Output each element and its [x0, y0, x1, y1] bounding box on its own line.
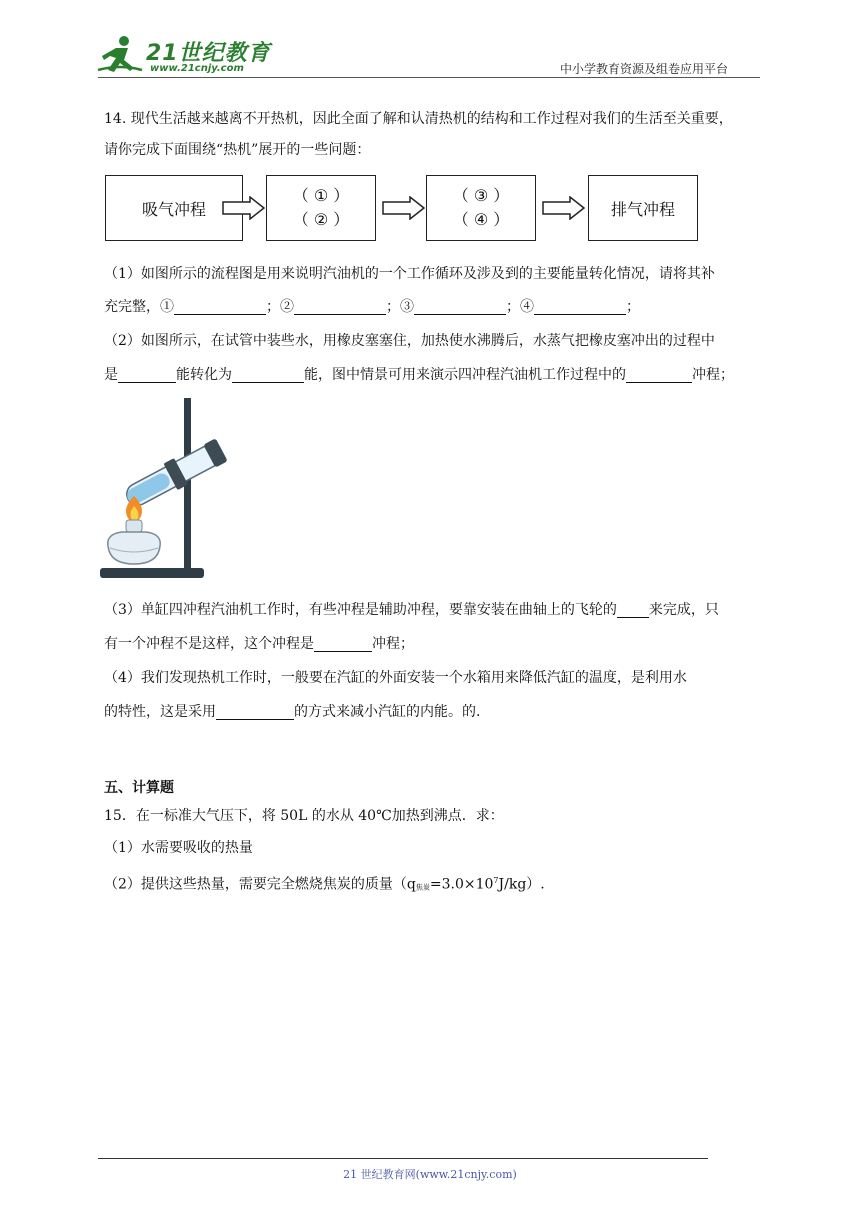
answer-blank-4[interactable] [534, 300, 626, 315]
flow-arrow-icon [222, 196, 266, 220]
flow-box-exhaust-label: 排气冲程 [610, 199, 675, 219]
q14-p3-text-b: 来完成，只 [648, 602, 719, 618]
q15-text-b: =3.0×10 [429, 876, 494, 893]
q15-superscript: 7 [493, 876, 499, 885]
test-tube-heating-illustration [100, 396, 230, 582]
answer-blank-energy-from[interactable] [118, 368, 176, 383]
q15-line3 [104, 873, 545, 896]
header-platform-text: 中小学教育资源及组卷应用平台 [560, 62, 729, 76]
flow-box-3-bottom: （ ④ ） [452, 210, 510, 229]
answer-blank-stroke[interactable] [626, 368, 692, 383]
answer-blank-flywheel[interactable] [617, 603, 649, 618]
q14-p3-text-c: 有一个冲程不是这样，这个冲程是 [104, 636, 314, 652]
q15-text-c: J/kg）. [498, 876, 545, 893]
logo-runner-icon [94, 34, 146, 76]
flow-arrow-icon [382, 196, 426, 220]
q14-p3-line1 [104, 602, 719, 618]
logo-subtext: www.21cnjy.com [150, 63, 244, 74]
q15-line2: （1）水需要吸收的热量 [104, 840, 253, 856]
footer-divider [98, 1158, 708, 1159]
q14-p3-text-d: 冲程； [372, 636, 414, 652]
flow-box-2-top: （ ① ） [292, 186, 350, 205]
flow-box-2 [266, 175, 376, 241]
q14-p3-text-a: （3）单缸四冲程汽油机工作时，有些冲程是辅助冲程，要靠安装在曲轴上的飞轮的 [104, 602, 617, 618]
q14-p4-line1: （4）我们发现热机工作时，一般要在汽缸的外面安装一个水箱用来降低汽缸的温度，是利用水 [104, 670, 687, 686]
q14-intro-line1: 14. 现代生活越来越离不开热机，因此全面了解和认清热机的结构和工作过程对我们的生活至关重要， [104, 111, 733, 127]
answer-blank-power-stroke[interactable] [314, 637, 372, 652]
flow-box-exhaust [588, 175, 698, 241]
answer-blank-3[interactable] [414, 300, 506, 315]
q14-p2-text-b: 能转化为 [176, 367, 232, 383]
logo-text: 21世纪教育 [146, 41, 271, 66]
q15-text-a: （2）提供这些热量，需要完全燃烧焦炭的质量（q [104, 876, 416, 893]
flow-box-intake-label: 吸气冲程 [141, 199, 206, 219]
q14-p3-line2 [104, 636, 414, 652]
answer-blank-method[interactable] [216, 705, 294, 720]
q14-p1-line2 [104, 299, 640, 315]
answer-blank-1[interactable] [174, 300, 266, 315]
q14-p1-text-d: ；④ [506, 299, 534, 315]
q14-p1-text-a: 充完整，① [104, 299, 174, 315]
flow-box-3 [426, 175, 536, 241]
q14-p4-text-a: 的特性，这是采用 [104, 704, 216, 720]
footer-text: 21 世纪教育网(www.21cnjy.com) [343, 1168, 517, 1181]
q14-p1-text-b: ；② [266, 299, 294, 315]
q14-p2-text-c: 能，图中情景可用来演示四冲程汽油机工作过程中的 [304, 367, 626, 383]
q14-p2-text-a: 是 [104, 367, 118, 383]
q14-p1-line1: （1）如图所示的流程图是用来说明汽油机的一个工作循环及涉及到的主要能量转化情况，请将其补 [104, 266, 715, 282]
header-divider [98, 77, 760, 78]
q14-p4-text-b: 的方式来减小汽缸的内能。的. [294, 704, 481, 720]
flow-arrow-icon [542, 196, 586, 220]
answer-blank-2[interactable] [294, 300, 386, 315]
q14-p4-line2 [104, 704, 480, 720]
q14-p2-text-d: 冲程； [692, 367, 734, 383]
section-title-calculation: 五、计算题 [104, 780, 174, 796]
q14-p2-line2 [104, 367, 734, 383]
answer-blank-energy-to[interactable] [232, 368, 304, 383]
q15-subscript: 焦炭 [415, 883, 430, 892]
flow-box-3-top: （ ③ ） [452, 186, 510, 205]
q14-p1-text-c: ；③ [386, 299, 414, 315]
flow-box-2-bottom: （ ② ） [292, 210, 350, 229]
q14-p1-text-e: ； [626, 299, 640, 315]
q14-p2-line1: （2）如图所示，在试管中装些水，用橡皮塞塞住，加热使水沸腾后，水蒸气把橡皮塞冲出的过程中 [104, 333, 715, 349]
q14-intro-line2: 请你完成下面围绕“热机”展开的一些问题： [104, 142, 371, 158]
q15-line1: 15．在一标准大气压下，将 50L 的水从 40℃加热到沸点．求： [104, 808, 504, 824]
